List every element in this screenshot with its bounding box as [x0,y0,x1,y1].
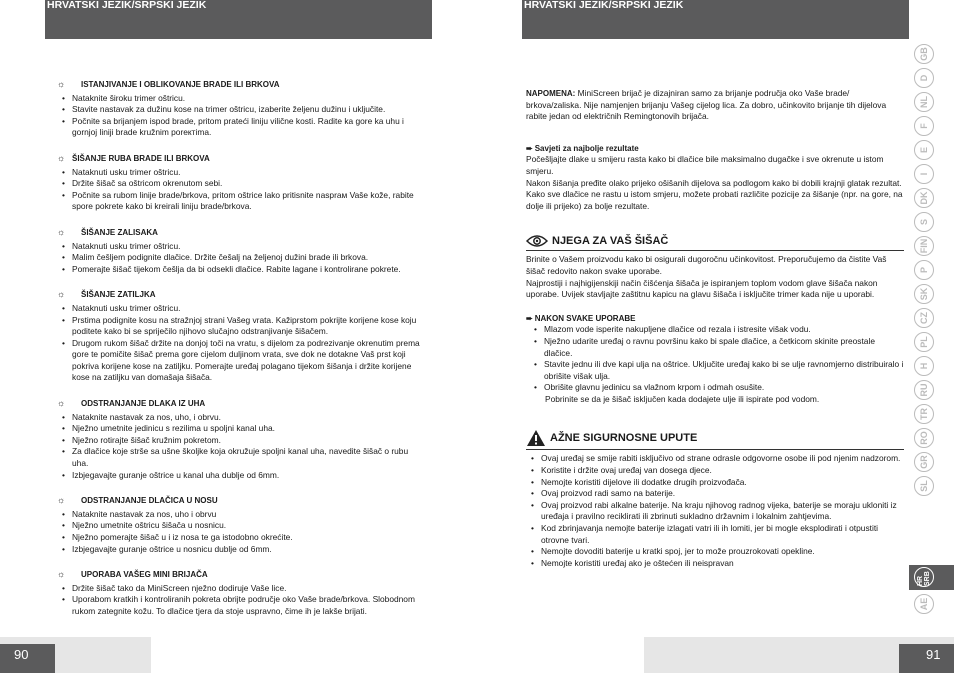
language-badge[interactable]: TR [914,404,934,424]
note-label: NAPOMENA: [526,89,576,98]
section-list [57,412,423,482]
section-title: UPORABA VAŠEG MINI BRIJAČA [81,570,208,580]
arrow-icon: ➨ [526,143,533,153]
tips-paragraph: Počešljajte dlake u smijeru rasta kako bi dlačice bile maksimalno dugačke i sve okrenute u istom smjeru. [526,154,884,176]
language-badge[interactable]: S [914,212,934,232]
section-list [57,509,423,555]
section-title: ŠIŠANJE RUBA BRADE ILI BRKOVA [72,153,210,163]
list-item: • Za dlačice koje strše sa ušne školjke koja okružuje spoljni kanal uha, navedite šišač o rubu uha. [62,446,423,469]
list-item: • Nježno umetnite oštricu šišača u nosnicu. [62,520,423,532]
language-badge[interactable]: RU [914,380,934,400]
section-title: ŠIŠANJE ZALISAKA [81,227,158,237]
section-heading [57,153,423,165]
section-title: ŠIŠANJE ZATILJKA [81,290,156,300]
left-page-content [57,79,423,632]
section-title: ODSTRANJANJE DLAKA IZ UHA [81,399,206,409]
list-item: • Nemojte koristiti dijelove ili dodatke drugih proizvođača. [531,477,904,489]
list-item: • Kod zbrinjavanja nemojte baterije izlagati vatri ili ih lomiti, jer bi mogle eksplodirati i otpustiti otrovne tvari. [531,523,904,546]
list-item: • Pomerajte šišač tijekom češlja da bi odsekli dlačice. Rabite lagane i kontrolirane pokrete. [62,264,423,276]
list-item: • Nataknuti usku trimer oštricu. [62,167,423,179]
page-number-left: 90 [0,644,55,673]
after-use-title: NAKON SVAKE UPORABE [534,313,636,323]
after-use-heading [526,313,904,325]
list-item: • Mlazom vode isperite nakupljene dlačice od rezala i istresite višak vodu. [534,324,904,336]
note-paragraph [526,88,898,123]
language-badge[interactable]: SK [914,284,934,304]
gear-icon: ☼ [57,152,66,163]
list-item: • Stavite nastavak za dužinu kose na trimer oštricu, izaberite željenu dužinu i uključite. [62,104,423,116]
section-heading [57,398,423,410]
language-badge[interactable]: DK [914,188,934,208]
language-sidebar [914,44,936,500]
gear-icon: ☼ [57,398,66,409]
list-item: • Nemojte koristiti uređaj ako je oštećen ili neispravan [531,558,904,570]
language-badge[interactable]: GB [914,44,934,64]
after-use-extra: Pobrinite se da je šišač isključen kada dodajete ulje ili ispirate pod vodom. [545,393,820,404]
care-paragraph: Najprostiji i najhigijenskiji način čišćenja šišača je ispiranjem toplom vodom glave šišača nakon uporabe. Uvijek stavljajte zaštitnu kapicu na glavu šišača i isključite trimer kada nije u uporabi. [526,277,878,300]
list-item: • Koristite i držite ovaj uređaj van dosega djece. [531,465,904,477]
list-item: • Prstima podignite kosu na stražnjoj strani Vašeg vrata. Kažiprstom pokrijte korijene kose koju poditete kako bi se spriječilo njihovo slučajno odstranjivanje šišačem. [62,315,423,338]
arrow-icon: ➨ [526,313,533,323]
language-badge[interactable]: F [914,116,934,136]
tips-paragraph: Kako sve dlačice ne rastu u istom smjeru, možete probati različite pozicije za šišanje (npr. na gore, na dolje ili prijeko) za bolje rezultate. [526,189,903,211]
list-item: • Obrišite glavnu jedinicu sa vlažnom krpom i odmah osušite. [534,382,904,394]
header-title-right: HRVATSKI JEZIK/SRPSKI JEZIK [524,0,684,11]
language-badge[interactable]: AE [914,594,934,614]
after-use-list [526,324,904,394]
instruction-section [57,79,423,139]
section-heading [57,495,423,507]
list-item: • Uporabom kratkih i kontroliranih pokreta obrijte područje oko Vaše brade/brkova. Slobodnom rukom zategnite kožu. To dlačice tjera da stoje uspravno, čime ih je lakše brijati. [62,594,423,617]
list-item: • Počnite sa brijanjem ispod brade, pritom prateći liniju vilične kosti. Radite ka gore ka uhu i gornjoj liniji brade kružnim poreктima. [62,116,423,139]
section-heading [57,289,423,301]
care-paragraphs [526,254,904,300]
tips-title: Savjeti za najbolje rezultate [534,143,639,153]
list-item: • Nježno udarite uređaj o ravnu površinu kako bi spale dlačice, a četkicom skinite preostale dlačice. [534,336,904,359]
language-sidebar-after [914,594,936,618]
section-heading [57,569,423,581]
list-item: • Počnite sa rubom linije brade/brkova, pritom oštrice lako pritisnite nasprам Vaše kože, rabite spore pokrete kako bi kreirali liniju brade/brkova. [62,190,423,213]
section-title: ISTANJIVANJE I OBLIKOVANJE BRADE ILI BRKOVA [81,80,280,89]
list-item: • Nataknite široku trimer oštricu. [62,93,423,105]
gear-icon: ☼ [57,289,66,300]
instruction-section [57,153,423,213]
tips-paragraphs [526,154,904,212]
instruction-section [57,569,423,617]
list-item: • Nataknuti usku trimer oštricu. [62,303,423,315]
tips-paragraph: Nakon šišanja pređite olako prijeko ošišanih dijelova sa podlogom kako bi dobili krajnji glatak rezultat. [526,177,902,188]
language-badge[interactable]: P [914,260,934,280]
list-item: • Nataknite nastavak za nos, uho, i obrvu. [62,412,423,424]
section-list [57,241,423,276]
warning-icon [526,429,546,447]
header-band-left [45,0,432,39]
language-badge[interactable]: D [914,68,934,88]
instruction-section [57,227,423,275]
list-item: • Nataknuti usku trimer oštricu. [62,241,423,253]
list-item: • Držite šišač sa oštricom okrenutom sebi. [62,178,423,190]
list-item: • Izbjegavajte guranje oštrice u kanal uha dublje od 6mm. [62,470,423,482]
list-item: • Nježno pomerajte šišač u i iz nosa te ga istodobno okrećite. [62,532,423,544]
section-title: ODSTRANJANJE DLAČICA U NOSU [81,496,218,506]
language-badge[interactable]: GR [914,452,934,472]
list-item: • Ovaj proizvod rabi alkalne baterije. Na kraju njihovog radnog vijeka, baterije se moraju ukloniti iz uređaja i pravilno reciklirati ili zbrinuti sukladno državnim i lokalnim zahtjevima. [531,500,904,523]
list-item: • Malim češljem podignite dlačice. Držite češalj na željenoj dužini brade ili brkova. [62,252,423,264]
language-badge-active: HR SRB [914,567,934,587]
care-title: NJEGA ZA VAŠ ŠIŠAČ [552,234,669,247]
instruction-section [57,289,423,384]
gear-icon: ☼ [57,79,66,89]
language-badge[interactable]: RO [914,428,934,448]
list-item: • Ovaj proizvod radi samo na baterije. [531,488,904,500]
list-item: • Ovaj uređaj se smije rabiti isključivo od strane odrasle odgovorne osobe ili pod njenim nadzorom. [531,453,904,465]
eye-icon [526,234,548,248]
section-heading [57,227,423,239]
section-list [57,583,423,618]
active-language-tab[interactable] [909,565,954,590]
list-item: • Drugom rukom šišač držite na donjoj toči na vratu, s dijelom za podrezivanje okrenutim prema gore te pomičite šišač prema gore cijelom duljinom vrata, sve dok ne dotakne Vaš prst koji pokriva korijene kose na zatiljku. Pomerajte uređaj polagano tijekom šišanja i držite korijene kose na zatiljku van domašaja šišača. [62,338,423,384]
language-badge[interactable]: PL [914,332,934,352]
instruction-section [57,495,423,555]
safety-heading [526,429,904,450]
header-band-right [522,0,909,39]
language-badge[interactable]: E [914,140,934,160]
gear-icon: ☼ [57,495,66,506]
language-badge[interactable]: NL [914,92,934,112]
section-list [57,167,423,213]
language-badge[interactable]: H [914,356,934,376]
header-title-left: HRVATSKI JEZIK/SRPSKI JEZIK [47,0,207,11]
language-badge[interactable]: FIN [914,236,934,256]
list-item: • Stavite jednu ili dve kapi ulja na oštrice. Uključite uređaj kako bi se ulje ravnomjerno distribuiralo i obrišite višak ulja. [534,359,904,382]
gear-icon: ☼ [57,226,66,237]
language-badge[interactable]: CZ [914,308,934,328]
section-list [57,93,423,139]
language-badge[interactable]: SL [914,476,934,496]
page-number-right: 91 [899,644,954,673]
tips-heading [526,143,904,155]
safety-title: AŽNE SIGURNOSNE UPUTE [550,431,698,444]
list-item: • Nemojte dovoditi baterije u kratki spoj, jer to može prouzrokovati opekline. [531,546,904,558]
section-heading [57,79,423,91]
list-item: • Izbjegavajte guranje oštrice u nosnicu dublje od 6mm. [62,544,423,556]
safety-list [526,453,904,569]
list-item: • Nataknite nastavak za nos, uho i obrvu [62,509,423,521]
right-page-content [526,88,904,569]
note-text: MiniScreen brijač je dizajniran samo za brijanje područja oko Vaše brade/ brkova/zaliska. Nije namjenjen brijanju Vašeg cijelog lica. Za dobro, učinkovito brijanje tih dijelova rabite jedan od električnih Remingtonovih brijača. [526,88,887,122]
list-item: • Nježno rotirajte šišač kružnim pokretom. [62,435,423,447]
care-heading [526,234,904,251]
language-badge[interactable]: I [914,164,934,184]
instruction-section [57,398,423,481]
gear-icon: ☼ [57,569,66,580]
care-paragraph: Brinite o Vašem proizvodu kako bi osigurali dugoročnu učinkovitost. Preporučujemo da čistite Vaš šišač redovito nakon svake uporabe. [526,254,887,276]
list-item: • Nježno umetnite jedinicu s rezilima u spoljni kanal uha. [62,423,423,435]
list-item: • Držite šišač tako da MiniScreen nježno dodiruje Vaše lice. [62,583,423,595]
section-list [57,303,423,384]
